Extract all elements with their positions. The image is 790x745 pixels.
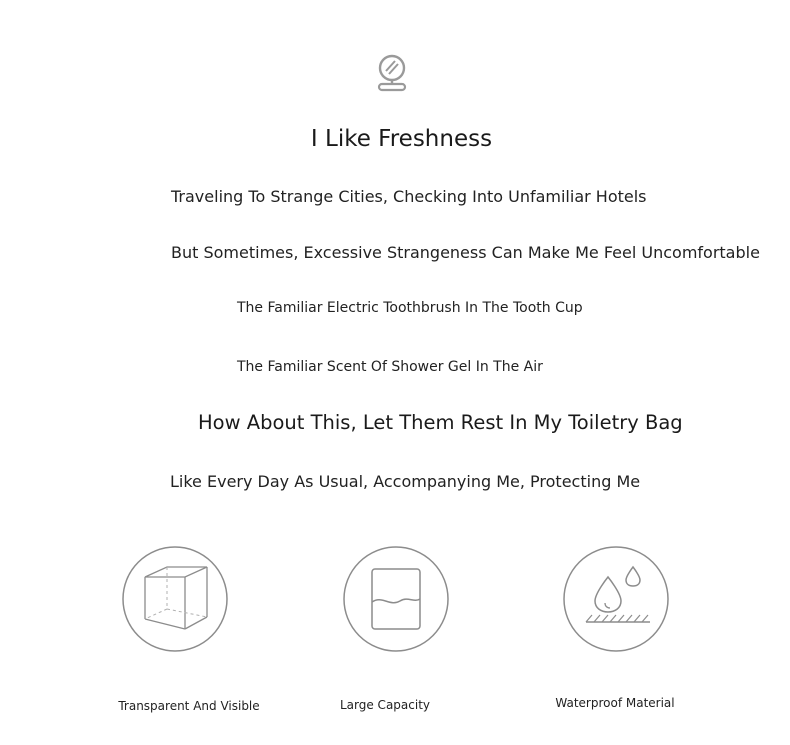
feature-label-capacity: Large Capacity bbox=[339, 698, 431, 712]
water-drops-icon bbox=[562, 545, 670, 653]
story-line-4: The Familiar Scent Of Shower Gel In The Air bbox=[237, 359, 543, 375]
story-line-2: But Sometimes, Excessive Strangeness Can Make Me Feel Uncomfortable bbox=[171, 243, 760, 262]
capacity-box-icon bbox=[342, 545, 450, 653]
feature-label-transparent: Transparent And Visible bbox=[118, 699, 260, 713]
page-title: I Like Freshness bbox=[310, 126, 493, 152]
story-line-6: Like Every Day As Usual, Accompanying Me, Protecting Me bbox=[170, 472, 641, 491]
story-line-1: Traveling To Strange Cities, Checking Into Unfamiliar Hotels bbox=[171, 187, 647, 206]
story-heading: How About This, Let Them Rest In My Toiletry Bag bbox=[198, 411, 683, 434]
feature-label-waterproof: Waterproof Material bbox=[555, 696, 675, 710]
transparent-cube-icon bbox=[121, 545, 229, 653]
story-line-3: The Familiar Electric Toothbrush In The Tooth Cup bbox=[237, 300, 583, 316]
mirror-icon bbox=[372, 50, 412, 94]
